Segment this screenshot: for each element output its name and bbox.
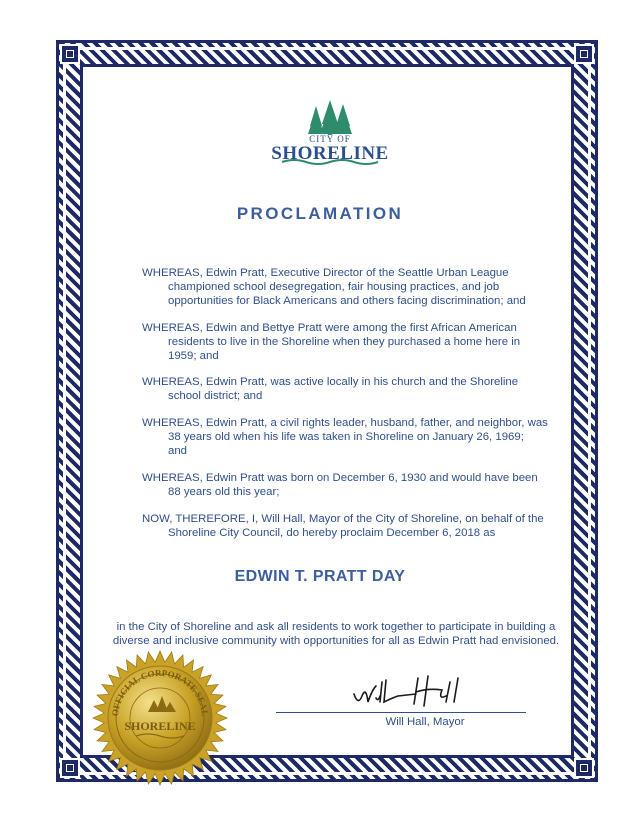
border-corner-bottom-left (60, 758, 80, 778)
city-logo (270, 100, 390, 166)
clause-lead: NOW, THEREFORE, I, Will Hall, Mayor of the City of Shoreline, on behalf of the (142, 513, 544, 525)
closing-paragraph (100, 620, 572, 648)
border-corner-top-left (60, 44, 80, 64)
logo-shoreline: SHORELINE (271, 143, 389, 164)
whereas-clause-5 (142, 471, 574, 499)
clause-lead: WHEREAS, Edwin Pratt, a civil rights leader, husband, father, and neighbor, was (142, 417, 548, 429)
clause-line: championed school desegregation, fair housing practices, and job (168, 281, 500, 293)
whereas-clause-4 (142, 416, 574, 458)
clause-lead: WHEREAS, Edwin Pratt, was active locally in his church and the Shoreline (142, 376, 519, 388)
clause-lead: WHEREAS, Edwin Pratt was born on December 6, 1930 and would have been (142, 472, 538, 484)
clause-line: Shoreline City Council, do hereby proclaim December 6, 2018 as (168, 527, 496, 539)
whereas-clause-3 (142, 375, 574, 403)
seal-center-text: SHORELINE (124, 719, 196, 733)
clause-line: and (168, 445, 188, 457)
clause-line: school district; and (168, 390, 263, 402)
closing-line: diverse and inclusive community with opportunities for all as Edwin Pratt had envisioned. (112, 635, 560, 647)
border-corner-top-right (574, 44, 594, 64)
proclaimed-day-title: EDWIN T. PRATT DAY (234, 568, 406, 585)
clause-lead: WHEREAS, Edwin and Bettye Pratt were among the first African American (142, 322, 517, 334)
border-corner-bottom-right (574, 758, 594, 778)
logo-city-of: CITY OF (309, 134, 351, 144)
whereas-clause-2 (142, 321, 574, 363)
clause-line: residents to live in the Shoreline when they purchased a home here in (168, 336, 521, 348)
handwritten-signature (346, 672, 506, 714)
clause-line: 1959; and (168, 350, 219, 362)
clause-line: 88 years old this year; (168, 486, 280, 498)
clause-line: opportunities for Black Americans and others facing discrimination; and (168, 295, 526, 307)
signer-name: Will Hall, Mayor (385, 716, 465, 728)
page-title: PROCLAMATION (236, 204, 404, 223)
clause-line: 38 years old when his life was taken in Shoreline on January 26, 1969; (168, 431, 524, 443)
signature-line (276, 712, 526, 713)
whereas-clause-1 (142, 266, 574, 308)
wave-icon (270, 158, 390, 166)
clause-lead: WHEREAS, Edwin Pratt, Executive Director of the Seattle Urban League (142, 267, 509, 279)
closing-line: in the City of Shoreline and ask all residents to work together to participate in building a (116, 621, 556, 633)
now-therefore-clause (142, 512, 574, 540)
seal-outer-text: OFFICIAL CORPORATE SEAL (109, 667, 211, 717)
pine-trees-icon (270, 100, 390, 136)
gold-corporate-seal-icon (92, 650, 228, 786)
